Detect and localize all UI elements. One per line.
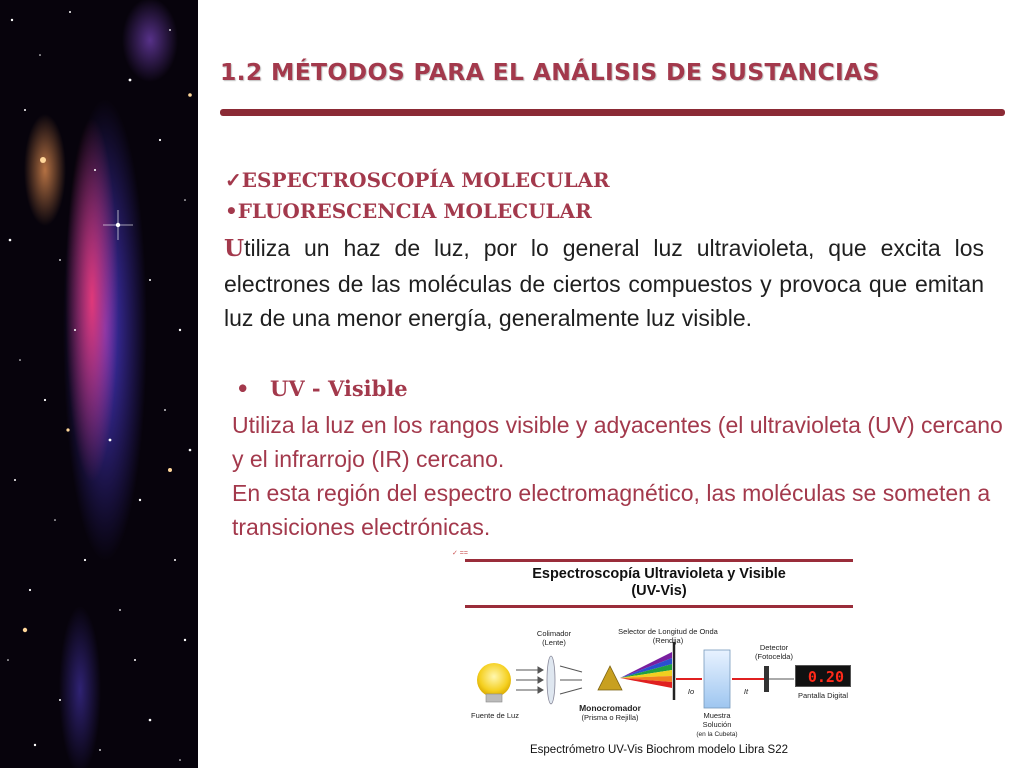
selector-label xyxy=(608,627,728,645)
fluorescence-body: tiliza un haz de luz, por lo general luz ultravioleta, que excita los electrones de las moléculas de ciertos compuestos y provoca que emitan luz de una menor energía, generalmente luz visible. xyxy=(224,235,984,331)
item-espectroscopia xyxy=(225,168,610,192)
uv-text-line-1: Utiliza la luz en los rangos visible y adyacentes (el ultravioleta (UV) cercano y el infrarrojo (IR) cercano. xyxy=(232,412,1003,472)
cuvette-icon xyxy=(704,650,730,708)
check-icon: ✓ xyxy=(225,168,242,192)
uv-visible-paragraph xyxy=(232,408,1012,544)
slide-title: 1.2 MÉTODOS PARA EL ANÁLISIS DE SUSTANCIAS xyxy=(220,58,880,86)
title-underline xyxy=(220,109,1005,116)
uv-visible-label: UV - Visible xyxy=(270,376,408,401)
colimador-label xyxy=(528,629,580,647)
item-fluorescencia xyxy=(225,199,592,223)
detector-text: Detector xyxy=(759,643,789,652)
bullet-icon: • xyxy=(225,199,238,223)
figure-title-line-2: (UV-Vis) xyxy=(631,583,687,599)
io-label: Io xyxy=(687,687,695,696)
prisma-text: (Prisma o Rejilla) xyxy=(581,713,639,722)
detector-label xyxy=(746,643,802,661)
rendija-text: (Rendija) xyxy=(652,636,684,645)
pantalla-label: Pantalla Digital xyxy=(797,691,849,700)
cubeta-text: (en la Cubeta) xyxy=(696,731,738,738)
lens-icon xyxy=(547,656,555,704)
item-espectroscopia-label: ESPECTROSCOPÍA MOLECULAR xyxy=(241,168,610,192)
uv-text-line-2: En esta región del espectro electromagnético, las moléculas se someten a transiciones electrónicas. xyxy=(232,480,991,540)
solucion-text: Solución xyxy=(702,720,732,729)
detector-icon xyxy=(764,666,769,692)
fotocelda-text: (Fotocelda) xyxy=(755,652,793,661)
figure-logo: ✓ == xyxy=(452,550,468,557)
monocromador-text: Monocromador xyxy=(579,703,641,713)
monocromador-label xyxy=(568,704,652,722)
bullet-icon: • xyxy=(236,376,250,401)
colimador-text: Colimador xyxy=(536,629,572,638)
it-label: It xyxy=(743,687,749,696)
light-bulb-icon xyxy=(477,663,511,697)
selector-text: Selector de Longitud de Onda xyxy=(618,627,718,636)
prism-icon xyxy=(598,666,622,690)
fluorescence-paragraph xyxy=(224,231,984,336)
figure-title-line-1: Espectroscopía Ultravioleta y Visible xyxy=(532,566,786,582)
uv-visible-heading xyxy=(236,376,408,401)
figure-caption: Espectrómetro UV-Vis Biochrom modelo Libra S22 xyxy=(529,744,788,756)
digital-display: 0.20 xyxy=(795,665,851,687)
fuente-label: Fuente de Luz xyxy=(471,711,519,720)
item-fluorescencia-label: FLUORESCENCIA MOLECULAR xyxy=(237,199,592,223)
starfield xyxy=(0,0,198,768)
lente-text: (Lente) xyxy=(542,638,566,647)
muestra-label xyxy=(692,711,742,739)
muestra-text: Muestra xyxy=(703,711,731,720)
paragraph-initial: U xyxy=(224,235,245,262)
uv-vis-diagram xyxy=(450,548,860,766)
space-background-image xyxy=(0,0,198,768)
